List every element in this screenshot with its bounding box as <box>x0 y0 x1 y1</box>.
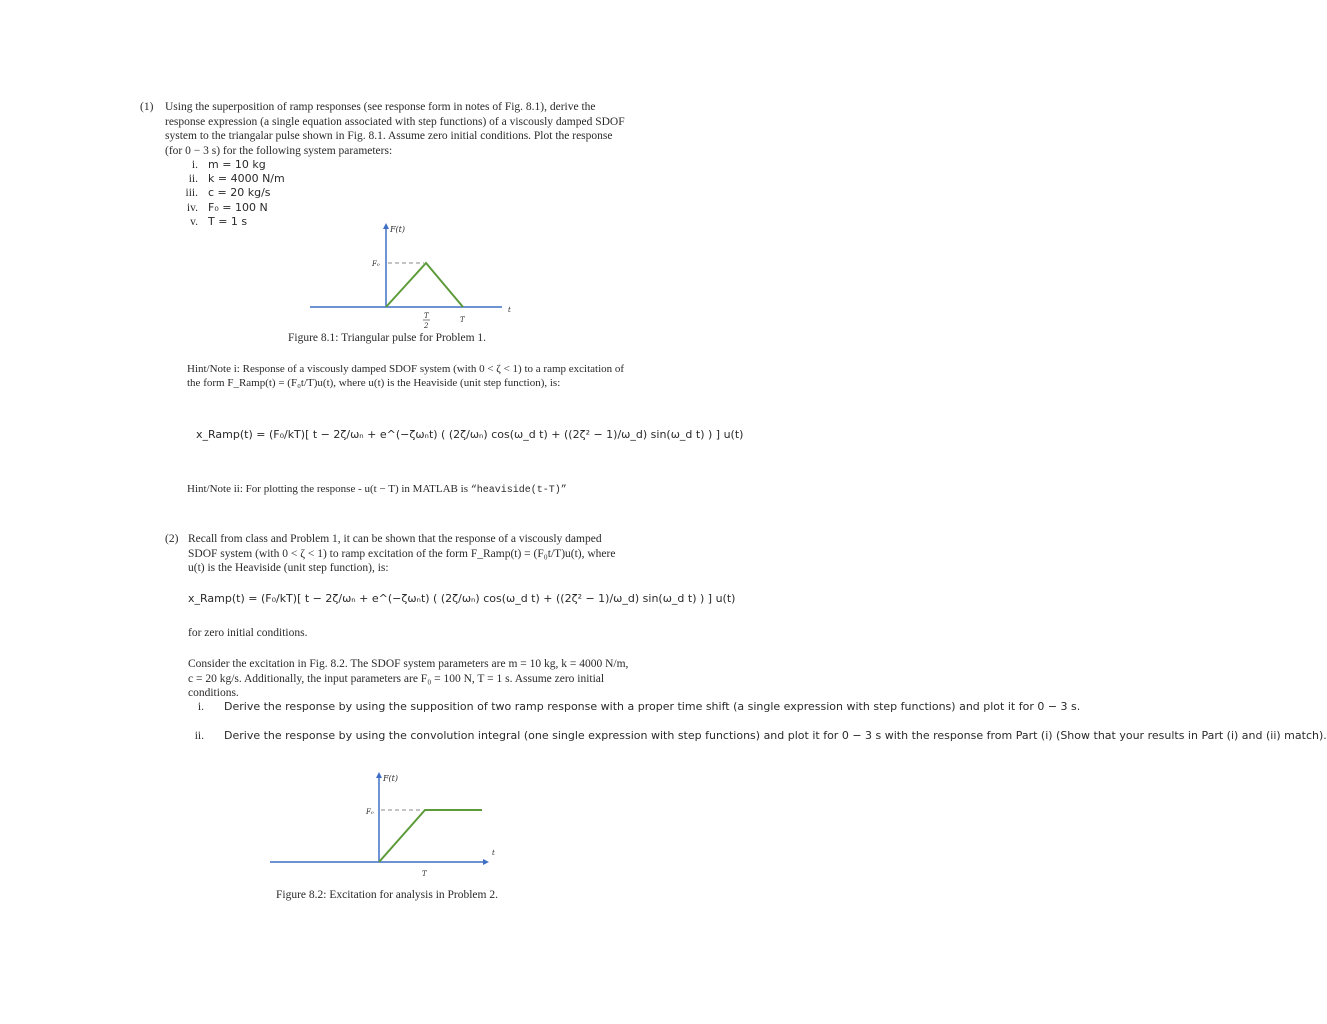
matlab-code: “heaviside(t-T)” <box>470 485 567 496</box>
f0-label: F₀ <box>372 260 380 268</box>
figure-8-2-caption: Figure 8.2: Excitation for analysis in Problem 2. <box>276 889 498 901</box>
t-label: T <box>460 316 465 324</box>
problem2-consider: Consider the excitation in Fig. 8.2. The SDOF system parameters are m = 10 kg, k = 4000 N/m, c = 20 kg/s. Additionally, the input parameters are F₀ = 100 N, T = 1 s. Assume zero initial conditions. <box>188 658 629 699</box>
ramp-response-equation-1: x_Ramp(t) = (F₀/kT)[ t − 2ζ/ωₙ + e^(−ζωₙt) ( (2ζ/ωₙ) cos(ω_d t) + ((2ζ² − 1)/ω_d) sin(ω_d t) ) ] u(t) <box>196 428 744 441</box>
problem2-zero-ic: for zero initial conditions. <box>188 627 308 639</box>
y-axis-arrow-icon <box>383 223 389 229</box>
x-axis-label: t <box>492 849 495 857</box>
x-axis-label: t <box>508 306 511 314</box>
ramp-response-equation-2: x_Ramp(t) = (F₀/kT)[ t − 2ζ/ωₙ + e^(−ζωₙt) ( (2ζ/ωₙ) cos(ω_d t) + ((2ζ² − 1)/ω_d) sin(ω_d t) ) ] u(t) <box>188 592 736 605</box>
problem2-number: (2) <box>165 533 179 545</box>
x-axis-arrow-icon <box>483 859 489 865</box>
ramp-step-excitation <box>379 810 482 862</box>
figure-8-2 <box>260 770 520 882</box>
t-half-denominator: 2 <box>424 322 429 330</box>
y-axis-label: F(t) <box>383 774 399 783</box>
y-axis-arrow-icon <box>376 772 382 778</box>
part-row: ii. Derive the response by using the convolution integral (one single expression with step functions) and plot it for 0 − 3 s with the response from Part (i) (Show that your results in Part (i) and (ii) match). <box>194 729 1327 742</box>
figure-8-1 <box>280 222 520 330</box>
problem2-parts <box>188 700 1327 773</box>
problem2-text: Recall from class and Problem 1, it can be shown that the response of a viscously damped SDOF system (with 0 < ζ < 1) to ramp excitation of the form F_Ramp(t) = (F₀t/T)u(t), where u(t) is the Heaviside (unit step function), is: <box>188 533 616 574</box>
t-label: T <box>422 870 427 878</box>
t-half-numerator: T <box>424 312 429 320</box>
hint-note-2 <box>187 482 657 498</box>
f0-label: F₀ <box>366 808 374 816</box>
problem1-number: (1) <box>140 101 154 113</box>
hint-note-1: Hint/Note i: Response of a viscously damped SDOF system (with 0 < ζ < 1) to a ramp excitation of the form F_Ramp(t) = (F₀t/T)u(t), where u(t) is the Heaviside (unit step function), is: <box>187 363 625 389</box>
triangular-pulse <box>386 263 463 307</box>
y-axis-label: F(t) <box>390 225 406 234</box>
hint-note-2-text: Hint/Note ii: For plotting the response - u(t − T) in MATLAB is <box>187 483 468 495</box>
figure-8-1-caption: Figure 8.1: Triangular pulse for Problem 1. <box>288 332 487 344</box>
part-row: i. Derive the response by using the supposition of two ramp response with a proper time shift (a single expression with step functions) and plot it for 0 − 3 s. <box>197 700 1081 713</box>
problem1-text: Using the superposition of ramp responses (see response form in notes of Fig. 8.1), derive the response expression (a single equation associated with step functions) of a viscously damped SDOF system to the triangalar pulse shown in Fig. 8.1. Assume zero initial conditions. Plot the response (for 0 − 3 s) for the following system parameters: <box>165 101 625 157</box>
